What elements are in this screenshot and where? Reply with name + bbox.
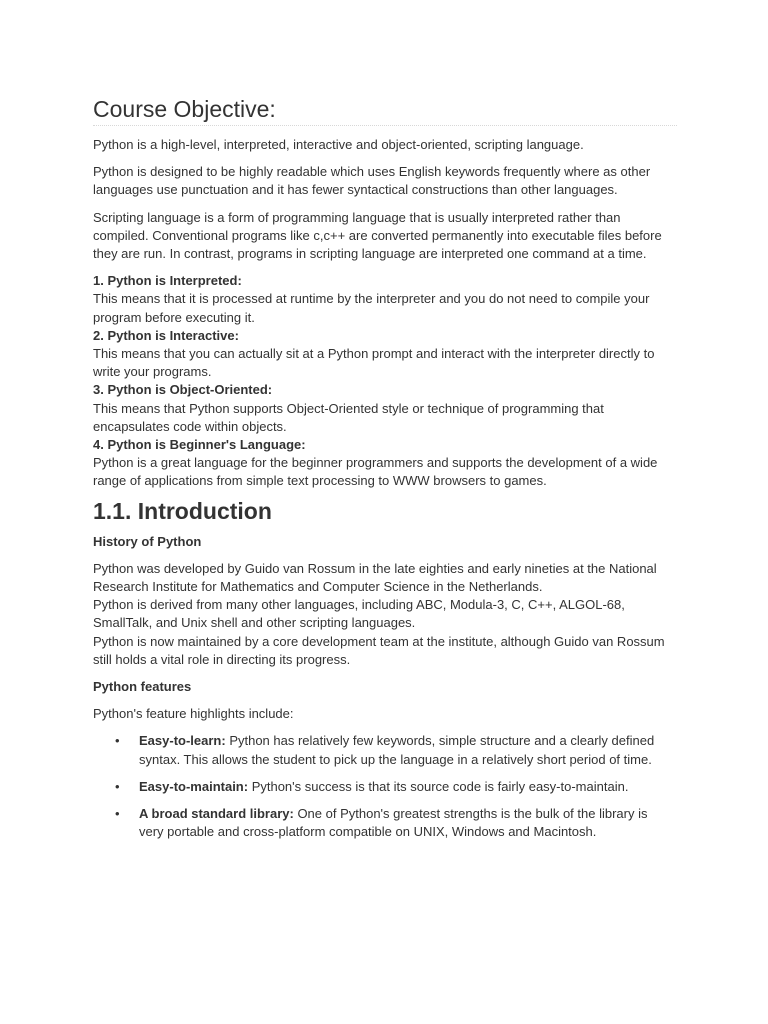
feature-term: Easy-to-learn: <box>139 733 226 749</box>
feature-text: Python has relatively few keywords, simple structure and a clearly defined syntax. This allows the student to pick up the language in a relatively short period of time. <box>139 733 655 767</box>
history-line: Python was developed by Guido van Rossum in the late eighties and early nineties at the National Research Institute for Mathematics and Computer Science in the Netherlands. <box>93 560 657 595</box>
list-item <box>93 778 675 796</box>
list-item <box>93 805 675 841</box>
paragraph: Python is a high-level, interpreted, interactive and object-oriented, scripting language. <box>93 137 584 152</box>
features-heading: Python features <box>93 679 192 695</box>
history-heading: History of Python <box>93 533 202 549</box>
paragraph: Python is designed to be highly readable which uses English keywords frequently where as other languages use punctuation and it has fewer syntactical constructions than other languages. <box>93 164 651 198</box>
heading-divider <box>93 125 677 126</box>
paragraph: Scripting language is a form of programming language that is usually interpreted rather than compiled. Conventional programs like c,c++ are converted permanently into executable files before they are run. In contrast, programs in scripting language are interpreted one command at a time. <box>93 209 662 262</box>
features-list <box>93 732 675 841</box>
introduction-heading: 1.1. Introduction <box>93 497 272 524</box>
history-line: Python is derived from many other languages, including ABC, Modula-3, C, C++, ALGOL-68, SmallTalk, and Unix shell and other scripting languages. <box>93 597 625 631</box>
definition-term: 2. Python is Interactive: <box>93 327 239 343</box>
feature-text: Python's success is that its source code is fairly easy-to-maintain. <box>248 778 629 794</box>
features-intro: Python's feature highlights include: <box>93 706 294 722</box>
feature-definitions <box>93 272 675 490</box>
definition-text: This means that it is processed at runtime by the interpreter and you do not need to compile your program before executing it. <box>93 291 650 325</box>
definition-term: 1. Python is Interpreted: <box>93 273 242 289</box>
bullet-icon: • <box>115 806 120 822</box>
definition-term: 3. Python is Object-Oriented: <box>93 382 273 398</box>
definition-term: 4. Python is Beginner's Language: <box>93 437 306 453</box>
course-objective-heading: Course Objective: <box>93 96 276 122</box>
bullet-icon: • <box>115 778 120 794</box>
definition-text: Python is a great language for the beginner programmers and supports the development of a wide range of applications from simple text processing to WWW browsers to games. <box>93 455 658 489</box>
history-block <box>93 560 675 669</box>
history-line: Python is now maintained by a core development team at the institute, although Guido van Rossum still holds a vital role in directing its progress. <box>93 633 665 667</box>
feature-term: Easy-to-maintain: <box>139 778 249 794</box>
feature-term: A broad standard library: <box>139 806 294 822</box>
feature-text: One of Python's greatest strengths is the bulk of the library is very portable and cross-platform compatible on UNIX, Windows and Macintosh. <box>139 806 648 840</box>
bullet-icon: • <box>115 733 120 749</box>
definition-text: This means that you can actually sit at a Python prompt and interact with the interpreter directly to write your programs. <box>93 346 655 380</box>
list-item <box>93 732 675 768</box>
definition-text: This means that Python supports Object-Oriented style or technique of programming that encapsulates code within objects. <box>93 400 604 434</box>
